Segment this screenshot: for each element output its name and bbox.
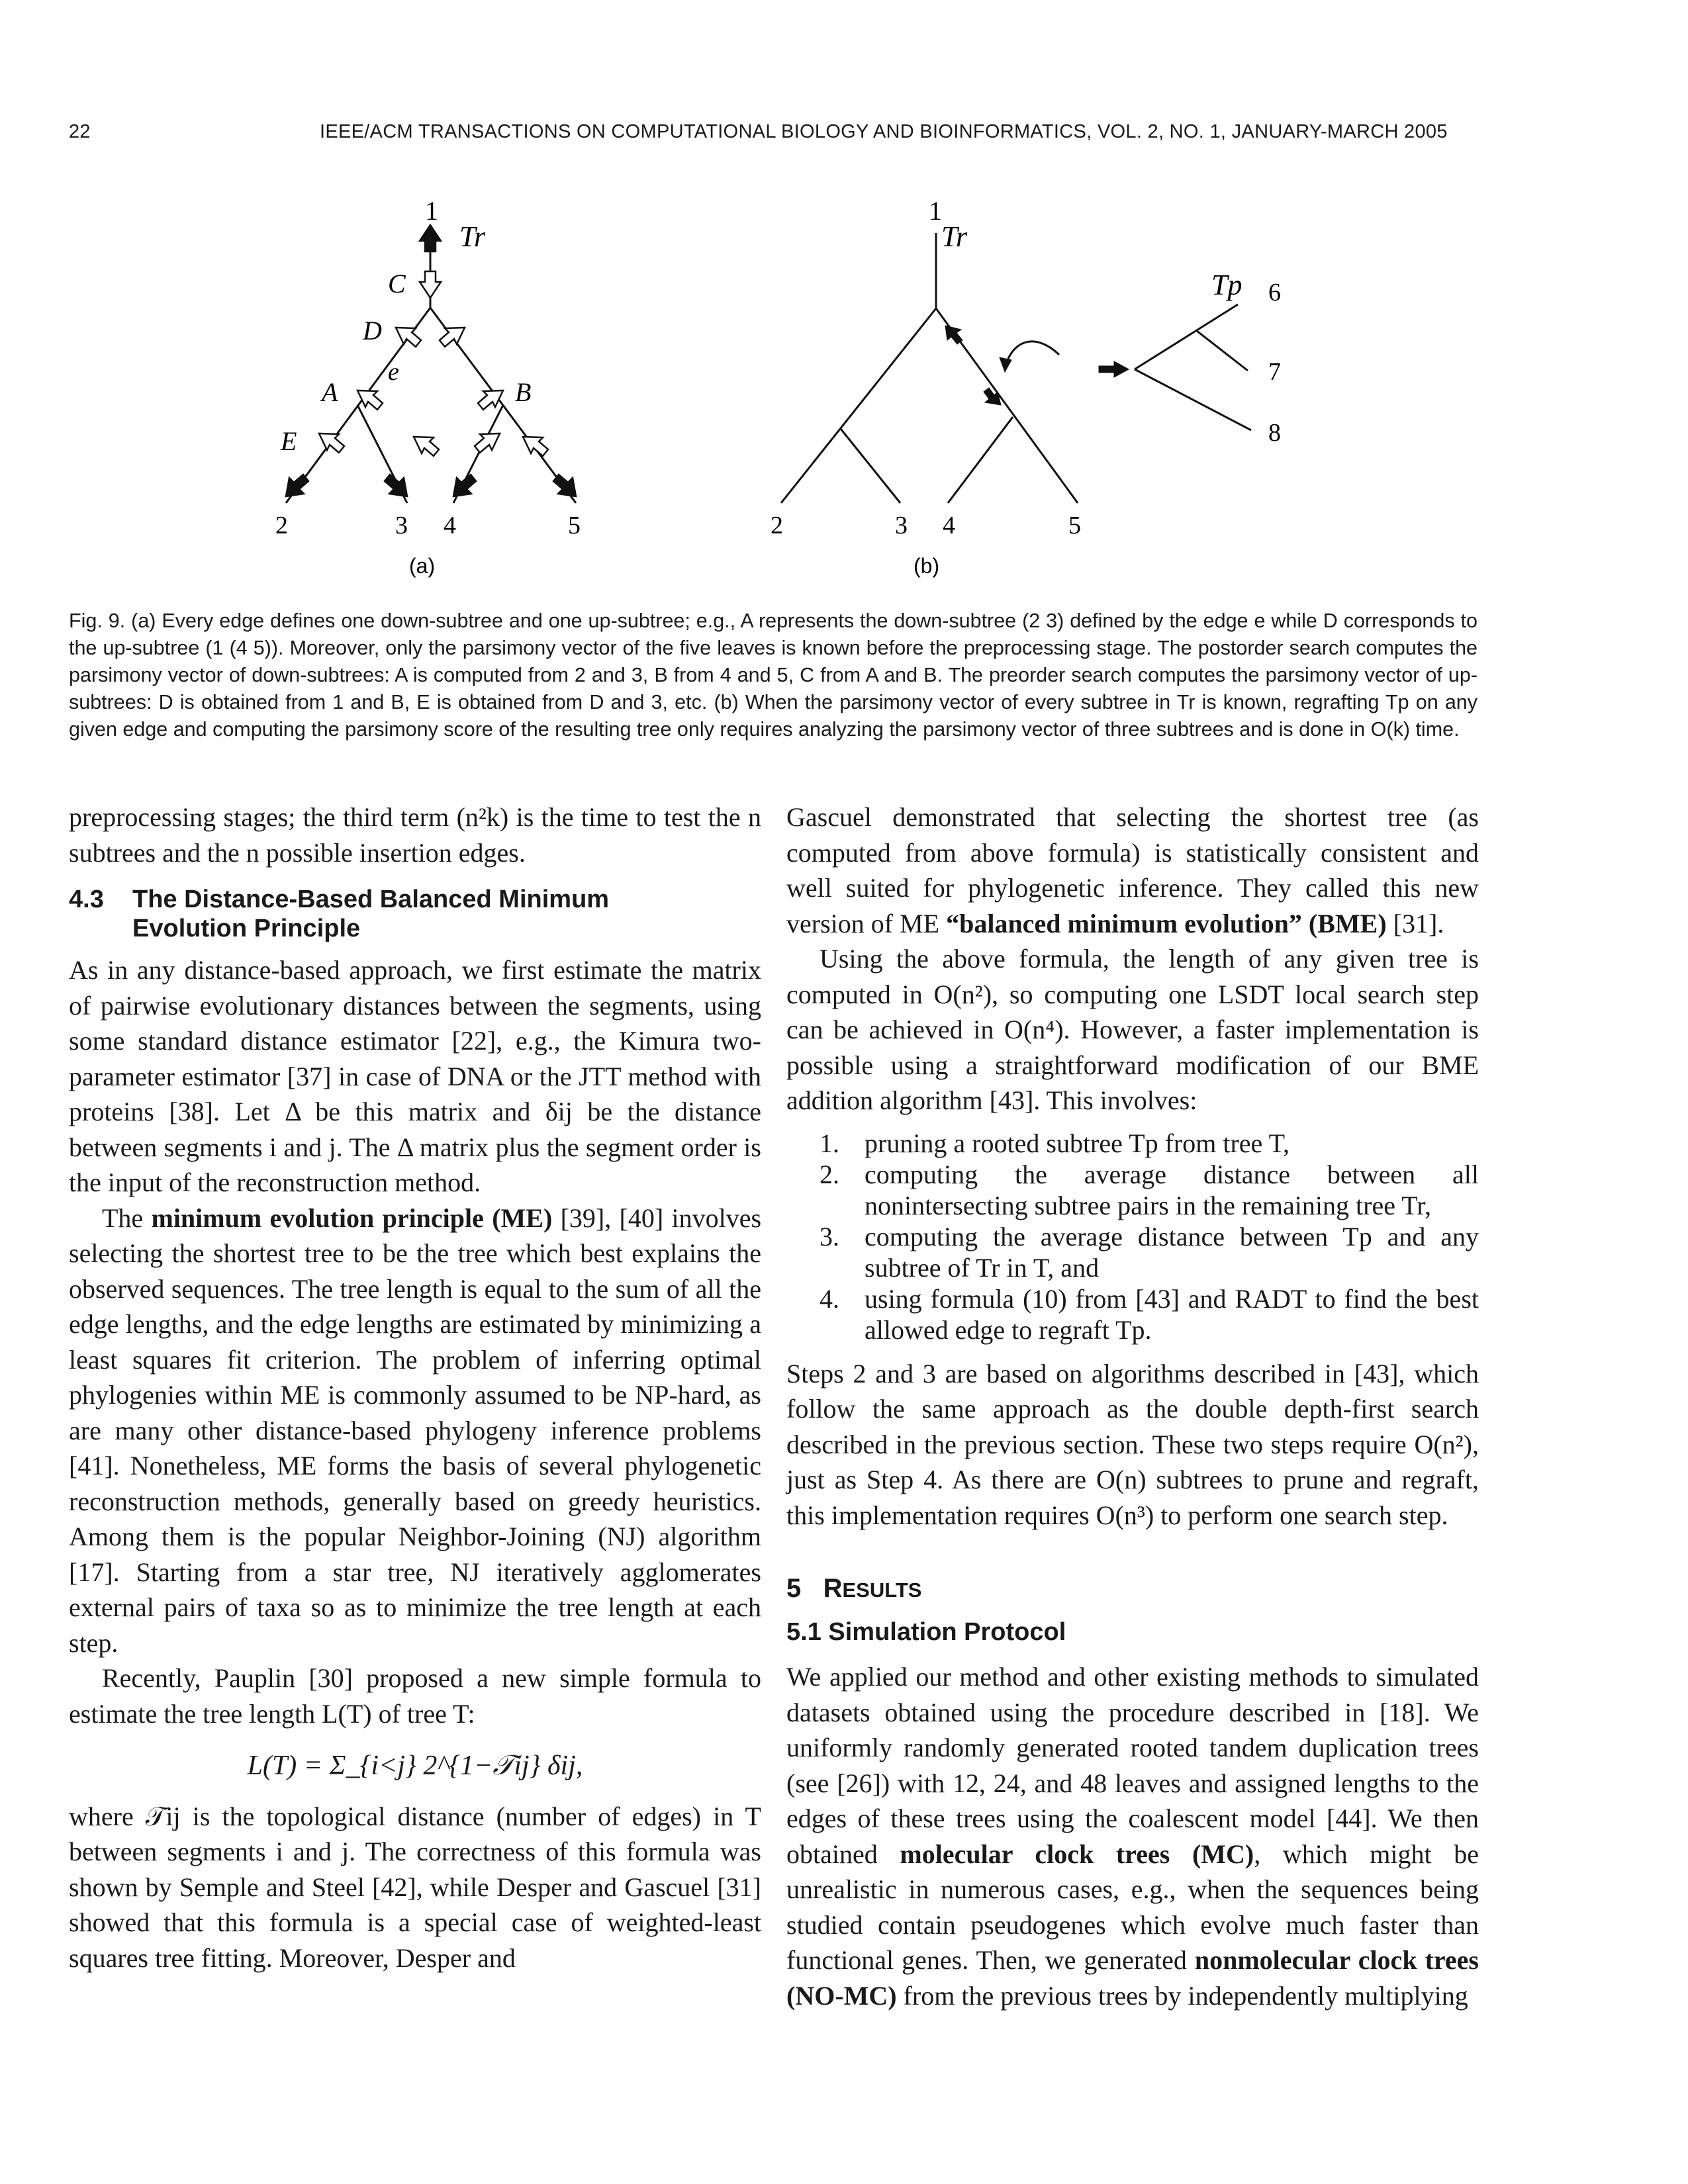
panel-b-pruned-label: Tp bbox=[1211, 269, 1243, 301]
left-column bbox=[69, 799, 761, 1976]
panel-b-root-label: 1 bbox=[929, 196, 942, 226]
paragraph: Using the above formula, the length of any given tree is computed in O(n²), so computing one LSDT local search step can be achieved in O(n⁴). However, a faster implementation is possible using a straightforward modification of our BME addition algorithm [43]. This involves: bbox=[786, 944, 1479, 1115]
figure-caption bbox=[69, 608, 1477, 743]
panel-a-leaf: 4 bbox=[444, 512, 456, 539]
panel-b-tree-label: Tr bbox=[941, 220, 968, 253]
panel-b-leaf: 4 bbox=[943, 512, 955, 539]
panel-a-leaf: 2 bbox=[275, 512, 288, 539]
term-me: minimum evolution principle (ME) bbox=[151, 1203, 553, 1233]
panel-b-leaf: 5 bbox=[1068, 512, 1081, 539]
paragraph: We applied our method and other existing methods to simulated datasets obtained using the procedure described in [18]. We uniformly randomly generated rooted tandem duplication trees (see [26]) with 12, 24, and 48 leaves and assigned lengths to the edges of these trees using the coalescent model [44]. We then obtained molecular clock trees (MC), which might be unrealistic in numerous cases, e.g., when the sequences being studied contain pseudogenes which evolve much faster than functional genes. Then, we generated nonmolecular clock trees (NO-MC) from the previous trees by independently multiplying bbox=[786, 1662, 1479, 2011]
paragraph: As in any distance-based approach, we first estimate the matrix of pairwise evolutionary distances between the segments, using some standard distance estimator [22], e.g., the Kimura two-parameter estimator [37] in case of DNA or the JTT method with proteins [38]. Let Δ be this matrix and δij be the distance between segments i and j. The Δ matrix plus the segment order is the input of the reconstruction method. bbox=[69, 955, 761, 1197]
panel-a-tree-label: Tr bbox=[459, 220, 486, 253]
paragraph: The minimum evolution principle (ME) [39], [40] involves selecting the shortest tree to be the tree which best explains the observed sequences. The tree length is equal to the sum of all the edge lengths, and the edge lengths are estimated by minimizing a least squares fit criterion. The problem of inferring optimal phylogenies within ME is commonly assumed to be NP-hard, as are many other distance-based phylogeny inference problems [41]. Nonetheless, ME forms the basis of several phylogenetic reconstruction methods, generally based on greedy heuristics. Among them is the popular Neighbor-Joining (NJ) algorithm [17]. Starting from a star tree, NJ iteratively agglomerates external pairs of taxa so as to minimize the tree length at each step. bbox=[69, 1203, 762, 1658]
panel-b-pruned-leaf: 8 bbox=[1268, 419, 1281, 447]
paragraph: Steps 2 and 3 are based on algorithms described in [43], which follow the same approach as the double depth-first search described in the previous section. These two steps require O(n²), just as Step 4. As there are O(n) subtrees to prune and regraft, this implementation requires O(n³) to perform one search step. bbox=[786, 1358, 1479, 1530]
formula-tree-length: L(T) = Σ_{i<j} 2^{1−𝒯ij} δij, bbox=[247, 1751, 583, 1781]
list-item: 3. computing the average distance between Tp and any subtree of Tr in T, and bbox=[820, 1221, 1479, 1283]
label-E: E bbox=[281, 426, 297, 456]
list-item: 4. using formula (10) from [43] and RADT to find the best allowed edge to regraft Tp. bbox=[820, 1283, 1479, 1345]
panel-b-sublabel: (b) bbox=[914, 554, 940, 578]
panel-a-sublabel: (a) bbox=[409, 554, 436, 578]
steps-list bbox=[786, 1128, 1479, 1345]
label-C: C bbox=[388, 269, 406, 298]
panel-b-pruned-leaf: 7 bbox=[1268, 358, 1281, 386]
panel-b-pruned-leaf: 6 bbox=[1268, 279, 1281, 306]
panel-b-tree bbox=[781, 233, 1251, 503]
term-no-mc: nonmolecular clock trees (NO-MC) bbox=[786, 1945, 1479, 2011]
term-mc: molecular clock trees (MC) bbox=[900, 1839, 1254, 1869]
paragraph: Recently, Pauplin [30] proposed a new simple formula to estimate the tree length L(T) of tree T: bbox=[69, 1663, 761, 1729]
page-number: 22 bbox=[69, 121, 91, 142]
section-heading-5: 5 RESULTS bbox=[786, 1574, 922, 1603]
right-column bbox=[786, 799, 1479, 2013]
paragraph: preprocessing stages; the third term (n²k) is the time to test the n subtrees and the n possible insertion edges. bbox=[69, 802, 761, 868]
list-item: 1. pruning a rooted subtree Tp from tree T, bbox=[820, 1128, 1290, 1158]
panel-a-leaf: 5 bbox=[568, 512, 581, 539]
label-D: D bbox=[363, 316, 382, 345]
term-bme: “balanced minimum evolution” (BME) bbox=[946, 908, 1387, 938]
panel-b-leaf: 3 bbox=[895, 512, 908, 539]
paragraph: Gascuel demonstrated that selecting the shortest tree (as computed from above formula) is statistically consistent and well suited for phylogenetic inference. They called this new version of ME “balanced minimum evolution” (BME) [31]. bbox=[786, 802, 1479, 938]
panel-a-root-label: 1 bbox=[425, 196, 438, 226]
section-heading-5-1: 5.1 Simulation Protocol bbox=[786, 1617, 1066, 1646]
running-head: IEEE/ACM TRANSACTIONS ON COMPUTATIONAL BIOLOGY AND BIOINFORMATICS, VOL. 2, NO. 1, JANUARY-MARCH 2005 bbox=[320, 121, 1448, 142]
paragraph: where 𝒯ij is the topological distance (number of edges) in T between segments i and j. The correctness of this formula was shown by Semple and Steel [42], while Desper and Gascuel [31] showed that this formula is a special case of weighted-least squares tree fitting. Moreover, Desper and bbox=[69, 1801, 761, 1973]
list-item: 2. computing the average distance between all nonintersecting subtree pairs in the remaining tree Tr, bbox=[820, 1159, 1479, 1220]
panel-b-arrows bbox=[945, 326, 1129, 405]
panel-b-leaf: 2 bbox=[771, 512, 783, 539]
section-heading-4-3: 4.3 The Distance-Based Balanced Minimum Evolution Principle bbox=[69, 886, 610, 942]
label-B: B bbox=[515, 377, 532, 407]
caption-label: Fig. 9. bbox=[69, 610, 126, 632]
label-A: A bbox=[322, 377, 338, 407]
panel-a-edge-label: e bbox=[388, 358, 399, 386]
figure-9 bbox=[0, 0, 1688, 596]
caption-text: (a) Every edge defines one down-subtree and one up-subtree; e.g., A represents the down-subtree (2 3) defined by the edge e while D corresponds to the up-subtree (1 (4 5)). Moreover, only the parsimony vector of the five leaves is known before the preprocessing stage. The postorder search computes the parsimony vector of down-subtrees: A is computed from 2 and 3, B from 4 and 5, C from A and B. The preorder search computes the parsimony vector of up-subtrees: D is obtained from 1 and B, E is obtained from D and 3, etc. (b) When the parsimony vector of every subtree in Tr is known, regrafting Tp on any given edge and computing the parsimony score of the resulting tree only requires analyzing the parsimony vector of three subtrees and is done in O(k) time. bbox=[69, 610, 1477, 741]
panel-a-leaf: 3 bbox=[395, 512, 408, 539]
